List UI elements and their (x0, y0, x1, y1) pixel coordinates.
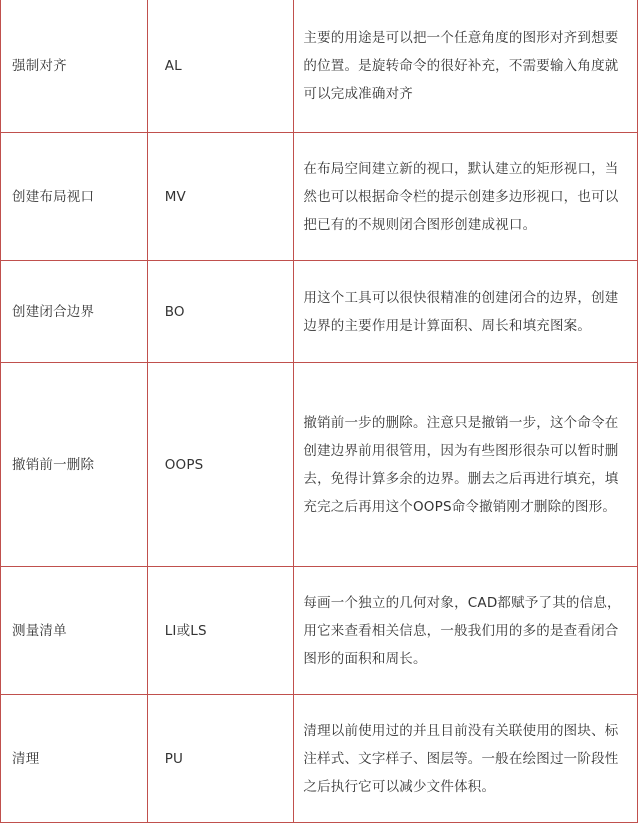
table-row (1, 567, 638, 695)
command-shortcut-cell: LI或LS (147, 567, 294, 695)
command-name-cell: 测量清单 (1, 567, 148, 695)
command-name-cell: 创建布局视口 (1, 133, 148, 261)
command-shortcut-cell: PU (147, 695, 294, 823)
command-description-cell: 在布局空间建立新的视口，默认建立的矩形视口，当然也可以根据命令栏的提示创建多边形视口，也可以把已有的不规则闭合图形创建成视口。 (294, 133, 638, 261)
command-name-cell: 强制对齐 (1, 0, 148, 133)
table-row (1, 0, 638, 133)
command-description-cell: 清理以前使用过的并且目前没有关联使用的图块、标注样式、文字样子、图层等。一般在绘图过一阶段性之后执行它可以减少文件体积。 (294, 695, 638, 823)
command-description-cell: 每画一个独立的几何对象，CAD都赋予了其的信息，用它来查看相关信息，一般我们用的多的是查看闭合图形的面积和周长。 (294, 567, 638, 695)
command-description-cell: 撤销前一步的删除。注意只是撤销一步，这个命令在创建边界前用很管用，因为有些图形很杂可以暂时删去，免得计算多余的边界。删去之后再进行填充，填充完之后再用这个OOPS命令撤销刚才删除的图形。 (294, 363, 638, 567)
command-description-cell: 主要的用途是可以把一个任意角度的图形对齐到想要的位置。是旋转命令的很好补充，不需要输入角度就可以完成准确对齐 (294, 0, 638, 133)
command-name-cell: 撤销前一删除 (1, 363, 148, 567)
command-description-cell: 用这个工具可以很快很精准的创建闭合的边界，创建边界的主要作用是计算面积、周长和填充图案。 (294, 261, 638, 363)
command-shortcut-cell: AL (147, 0, 294, 133)
table-row (1, 133, 638, 261)
command-shortcut-cell: MV (147, 133, 294, 261)
command-shortcut-cell: BO (147, 261, 294, 363)
table-row (1, 363, 638, 567)
table-row (1, 695, 638, 823)
command-name-cell: 清理 (1, 695, 148, 823)
command-shortcut-cell: OOPS (147, 363, 294, 567)
table-row (1, 261, 638, 363)
command-name-cell: 创建闭合边界 (1, 261, 148, 363)
